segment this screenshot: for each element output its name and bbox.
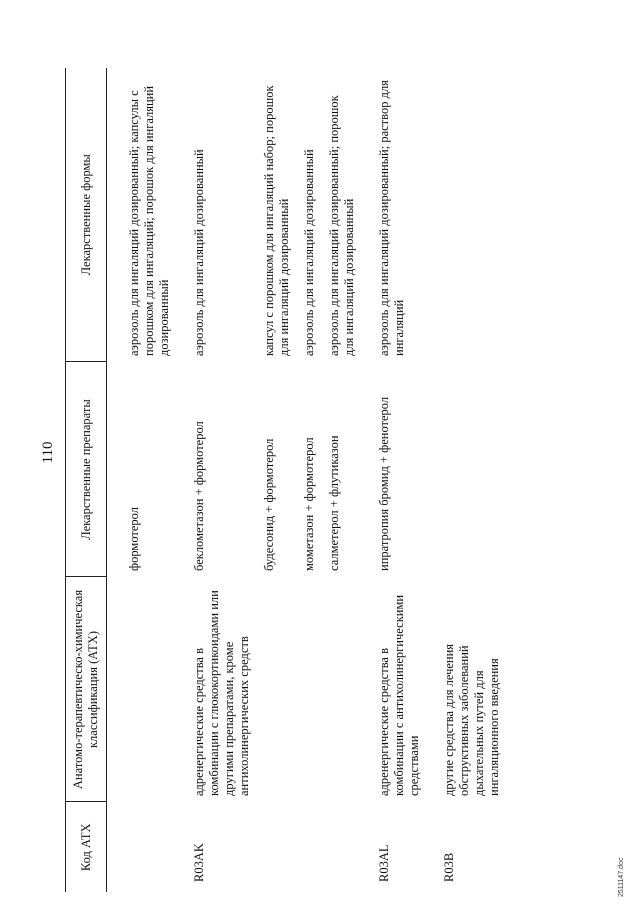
header-forms: Лекарственные формы xyxy=(66,68,107,362)
cell-code: R03AK xyxy=(192,843,206,882)
cell-drug: будесонид + формотерол xyxy=(262,438,276,571)
cell-code: R03B xyxy=(442,852,456,882)
table-row xyxy=(357,68,422,892)
header-drugs: Лекарственные препараты xyxy=(66,362,107,577)
cell-form: капсул с порошком для ингаляций набор; порошок для ингаляций дозированный xyxy=(262,85,291,356)
cell-code: R03AL xyxy=(377,844,391,882)
cell-drug: салметерол + флутиказон xyxy=(327,435,341,571)
cell-form: аэрозоль для ингаляций дозированный xyxy=(192,149,206,356)
cell-form: аэрозоль для ингаляций дозированный; раствор для ингаляций xyxy=(377,80,406,356)
cell-atc xyxy=(317,577,357,802)
cell-code xyxy=(292,802,317,892)
cell-drug xyxy=(422,362,502,577)
cell-form: аэрозоль для ингаляций дозированный; порошок для ингаляций дозированный xyxy=(327,95,356,356)
footer-filename: 2511147.doc xyxy=(618,857,625,897)
drug-table xyxy=(65,68,502,892)
table-row xyxy=(422,68,502,892)
cell-drug: формотерол xyxy=(127,507,141,571)
cell-form xyxy=(422,68,502,362)
cell-atc: адренергические средства в комбинации с антихолинергическими средствами xyxy=(377,594,421,796)
header-code: Код АТХ xyxy=(66,802,107,892)
cell-code xyxy=(317,802,357,892)
cell-code xyxy=(107,802,173,892)
page-number: 110 xyxy=(40,441,56,464)
cell-form: аэрозоль для ингаляций дозированный; капсулы с порошком для ингаляций; порошок для ингаляций дозированный xyxy=(127,85,171,356)
cell-atc: другие средства для лечения обструктивных заболеваний дыхательных путей для ингаляционного введения xyxy=(442,643,501,796)
cell-atc xyxy=(292,577,317,802)
cell-drug: ипратропия бромид + фенотерол xyxy=(377,396,391,571)
table-header-row xyxy=(66,68,107,892)
cell-atc xyxy=(107,577,173,802)
cell-drug: мометазон + формотерол xyxy=(302,437,316,571)
table-row xyxy=(172,68,252,892)
table-row xyxy=(292,68,317,892)
header-atc: Анатомо-терапевтическо-химическая классификация (АТХ) xyxy=(66,577,107,802)
cell-drug: беклометазон + формотерол xyxy=(192,421,206,571)
cell-code xyxy=(252,802,292,892)
table-row xyxy=(252,68,292,892)
cell-atc xyxy=(252,577,292,802)
cell-form: аэрозоль для ингаляций дозированный xyxy=(302,149,316,356)
cell-atc: адренергические средства в комбинации с глюкокортикоидами или другими препаратами, кроме антихолинергических средств xyxy=(192,590,251,796)
table-row xyxy=(317,68,357,892)
table-row xyxy=(107,68,173,892)
